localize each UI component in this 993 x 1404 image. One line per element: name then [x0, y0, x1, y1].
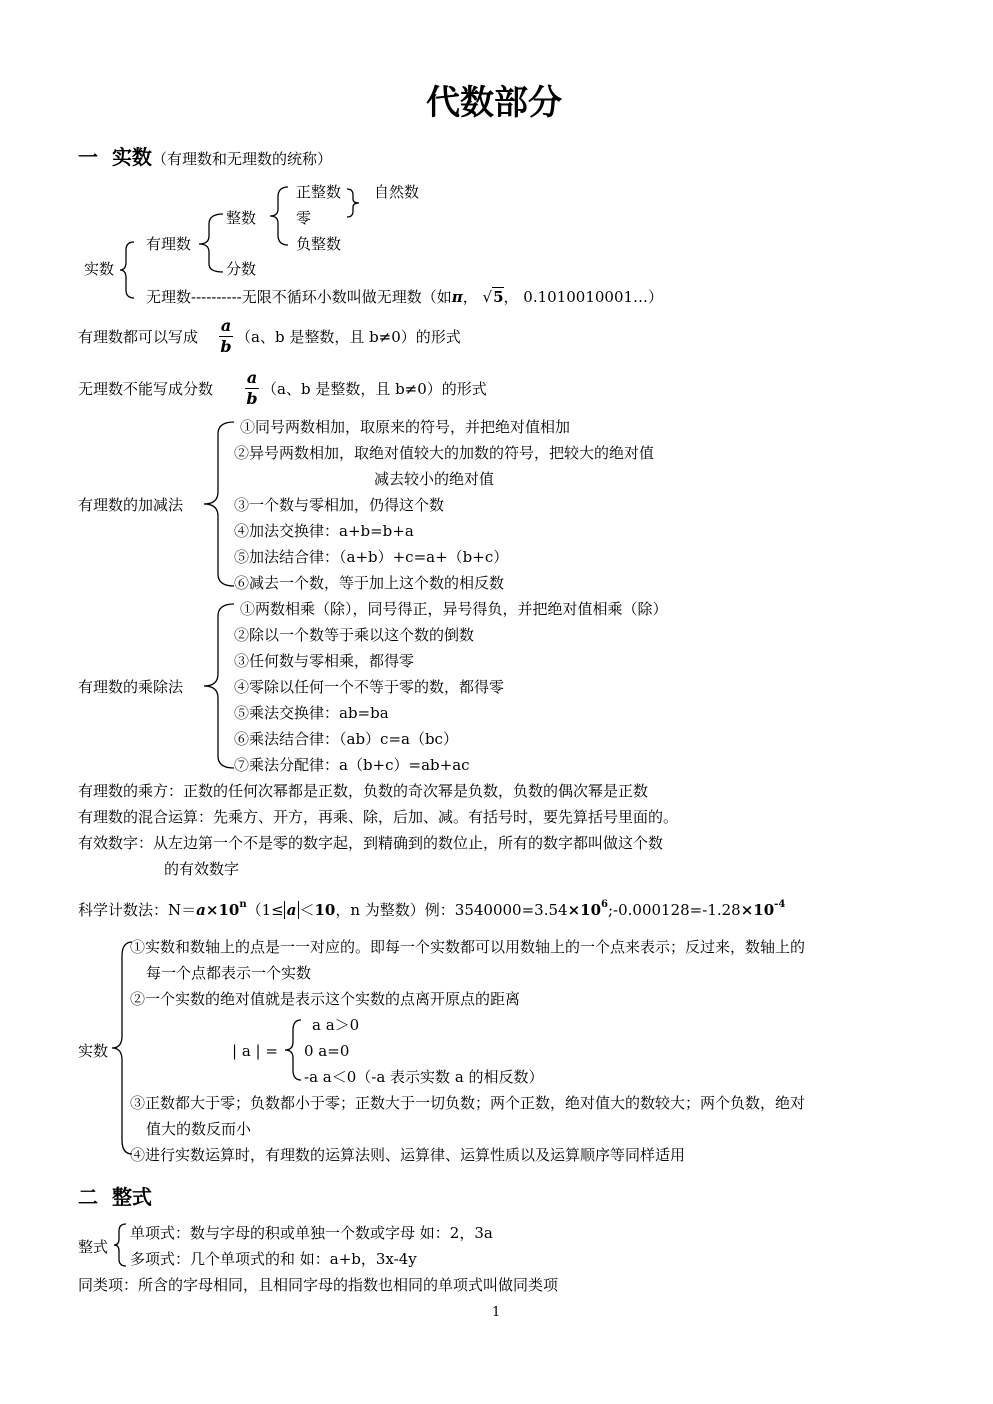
addsub-item: ⑤加法结合律：（a+b）+c=a+（b+c） — [234, 548, 509, 566]
rational-brace — [197, 212, 225, 274]
fraction-line-1-pre: 有理数都可以写成 — [78, 328, 199, 346]
natural-brace — [345, 187, 363, 219]
section-number: 一 — [78, 145, 98, 169]
real-prop-1: ①实数和数轴上的点是一一对应的。即每一个实数都可以用数轴上的一个点来表示；反过来，数轴上的 — [130, 938, 806, 956]
section-title: 整式 — [111, 1185, 152, 1209]
dash: ---------- — [191, 288, 242, 306]
addsub-item: ④加法交换律：a+b=b+a — [234, 522, 414, 540]
poly-brace — [112, 1222, 128, 1268]
abs-label: | a | = — [232, 1042, 278, 1060]
addsub-item: ③一个数与零相加，仍得这个数 — [234, 496, 445, 514]
real-label: 实数 — [78, 1042, 109, 1060]
tree-pos-int: 正整数 — [296, 183, 342, 201]
abs-case: a a＞0 — [312, 1016, 360, 1034]
rule-significant: 有效数字：从左边第一个不是零的数字起，到精确到的数位止，所有的数字都叫做这个数 — [78, 834, 664, 852]
section-note: （有理数和无理数的统称） — [151, 150, 332, 168]
muldiv-item: ⑦乘法分配律：a（b+c）=ab+ac — [234, 756, 470, 774]
muldiv-brace — [200, 602, 236, 770]
tree-root: 实数 — [84, 260, 115, 278]
muldiv-item: ③任何数与零相乘，都得零 — [234, 652, 415, 670]
integer-brace — [268, 185, 290, 247]
real-prop-1-cont: 每一个点都表示一个实数 — [146, 964, 312, 982]
addsub-item: ①同号两数相加，取原来的符号，并把绝对值相加 — [240, 418, 571, 436]
fraction-line-1-post: （a、b 是整数，且 b≠0）的形式 — [236, 328, 461, 346]
muldiv-item: ②除以一个数等于乘以这个数的倒数 — [234, 626, 475, 644]
tree-neg-int: 负整数 — [296, 235, 342, 253]
real-prop-4: ④进行实数运算时，有理数的运算法则、运算律、运算性质以及运算顺序等同样适用 — [130, 1146, 686, 1164]
page-title: 代数部分 — [426, 83, 562, 123]
polynomial-def: 多项式：几个单项式的和 如：a+b，3x-4y — [130, 1250, 417, 1268]
rule-mixed: 有理数的混合运算：先乘方、开方，再乘、除，后加、减。有括号时，要先算括号里面的。 — [78, 808, 679, 826]
scientific-notation: 科学计数法：$N=a\times 10^n(1\le a <10$，n 为整数）例：$3540000=3.54\times 10^6;-0.000128=-1.28\times 10^{-4}$ — [78, 899, 786, 919]
irrational-line — [146, 290, 663, 305]
addsub-item: ⑥减去一个数，等于加上这个数的相反数 — [234, 574, 505, 592]
tree-integer: 整数 — [226, 209, 257, 227]
addsub-label: 有理数的加减法 — [78, 496, 184, 514]
muldiv-item: ⑤乘法交换律：ab=ba — [234, 704, 389, 722]
tree-fraction: 分数 — [226, 260, 257, 278]
addsub-item: 减去较小的绝对值 — [374, 470, 495, 488]
fraction-a-over-b: a b — [220, 316, 232, 356]
section-number: 二 — [78, 1185, 98, 1209]
addsub-item: ②异号两数相加，取绝对值较大的加数的符号，把较大的绝对值 — [234, 444, 655, 462]
page-number: 1 — [492, 1305, 501, 1320]
section-heading-2 — [78, 1187, 152, 1207]
real-prop-3-cont: 值大的数反而小 — [146, 1120, 252, 1138]
real-prop-2: ②一个实数的绝对值就是表示这个实数的点离开原点的距离 — [130, 990, 521, 1008]
muldiv-item: ①两数相乘（除），同号得正，异号得负，并把绝对值相乘（除） — [240, 600, 668, 618]
fraction-line-2-post: （a、b 是整数，且 b≠0）的形式 — [262, 380, 487, 398]
real-brace — [110, 940, 134, 1158]
rule-power: 有理数的乘方：正数的任何次幂都是正数，负数的奇次幂是负数，负数的偶次幂是正数 — [78, 782, 649, 800]
muldiv-item: ⑥乘法结合律：（ab）c=a（bc） — [234, 730, 458, 748]
root-brace — [118, 240, 138, 300]
section-title: 实数 — [111, 145, 152, 169]
like-terms-def: 同类项：所含的字母相同，且相同字母的指数也相同的单项式叫做同类项 — [78, 1276, 559, 1294]
addsub-brace — [200, 420, 236, 588]
fraction-line-2-pre: 无理数不能写成分数 — [78, 380, 214, 398]
irrational-def: 无限不循环小数叫做无理数（如 — [241, 288, 452, 306]
tree-natural: 自然数 — [374, 183, 420, 201]
muldiv-item: ④零除以任何一个不等于零的数，都得零 — [234, 678, 505, 696]
decimal-example: 0.1010010001…） — [523, 288, 664, 306]
real-prop-3: ③正数都大于零；负数都小于零；正数大于一切负数；两个正数，绝对值大的数较大；两个负数，绝对 — [130, 1094, 806, 1112]
pi-symbol: π — [451, 288, 463, 306]
muldiv-label: 有理数的乘除法 — [78, 678, 184, 696]
abs-case: 0 a=0 — [304, 1042, 350, 1060]
section-heading-1 — [78, 147, 332, 167]
comma: ， — [503, 288, 519, 306]
irrational-label: 无理数 — [146, 288, 192, 306]
rule-significant-cont: 的有效数字 — [164, 860, 240, 878]
fraction-a-over-b: a b — [246, 368, 258, 408]
poly-label: 整式 — [78, 1238, 109, 1256]
abs-case: -a a＜0（-a 表示实数 a 的相反数） — [304, 1068, 544, 1086]
abs-brace — [283, 1018, 303, 1082]
tree-rational: 有理数 — [146, 235, 192, 253]
tree-zero: 零 — [296, 209, 312, 227]
monomial-def: 单项式：数与字母的积或单独一个数或字母 如：2，3a — [130, 1224, 493, 1242]
sqrt-icon: √5 — [482, 288, 504, 306]
comma: ， — [462, 288, 478, 306]
